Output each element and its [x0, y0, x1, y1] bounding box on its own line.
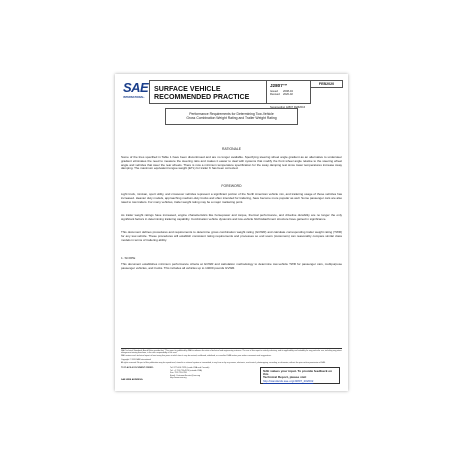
order-label: TO PLACE A DOCUMENT ORDER: — [121, 367, 154, 369]
standard-number-box — [267, 80, 311, 104]
feedback-box — [260, 367, 340, 384]
footer-disclaimer: SAE Technical Standards Board Rules provide that: "This report is published by SAE to advance the state of technical and engineering sciences. The use of this report is entirely voluntary, and its applicability and suitability for any particular use, including any patent infringement arising therefrom, is the sole responsibility of the user." — [121, 349, 342, 354]
feedback-link[interactable]: http://standards.sae.org/J2807_202002 — [263, 378, 314, 383]
foreword-paragraph-2: As trailer weight ratings have increased, engine characteristics like horsepower and torque, thermal performance, and driveline durability are no longer the only significant factors in determining trailering capability. Combination vehicle dynamics and tow-vehicle hitch/attachment structure have gained in significance. — [121, 213, 342, 221]
fax-number: Fax: 724-776-0790 — [170, 372, 187, 374]
web-address-label: SAE WEB ADDRESS: — [121, 379, 144, 381]
sae-logo-subtext: INTERNATIONAL. — [123, 96, 145, 99]
document-header — [121, 80, 343, 109]
issued-label: Issued — [270, 90, 278, 93]
document-type: SURFACE VEHICLE RECOMMENDED PRACTICE — [149, 80, 267, 104]
web-address[interactable]: http://www.sae.org — [170, 377, 187, 379]
foreword-heading: FOREWORD — [221, 184, 242, 188]
issued-date: 2008-04 — [283, 90, 293, 93]
scope-heading: 1. SCOPE — [121, 256, 136, 260]
standard-number: J2807™ — [270, 83, 288, 88]
title-line-2: Gross Combination Weight Rating and Trailer Weight Rating — [186, 115, 277, 120]
phone-usa: Tel: 877-606-7323 (inside USA and Canada) — [170, 367, 210, 369]
feedback-line-1: SAE values your input. To provide feedback on this — [263, 368, 333, 376]
footer-copyright: Copyright © 2020 SAE International — [121, 358, 151, 361]
rationale-text: Some of the tires specified in Table 1 have been discontinued and are no longer available. Specifying steering wheel angle gradient as an alternative to understeer gradient eliminates the need to measure the steering ratio and makes it easier to deal with systems that modify the front wheel angle relative to the steering wheel angle and vehicles that steer the rear wheels. There is now a minimum temperature specification for the sway damping test since lower temperatures increase sway damping. The maximum equivalent tongue weight (ETL) for trailer K has been corrected. — [121, 155, 342, 171]
revision-month: FEB2020 — [311, 80, 343, 88]
revised-label: Revised — [270, 93, 280, 97]
order-contacts — [170, 367, 209, 380]
email-address[interactable]: Email: CustomerService@sae.org — [170, 374, 201, 377]
footer-review-note: SAE reviews each technical report at least every five years at which time it may be revised, reaffirmed, stabilized, or cancelled. SAE invites your written comments and suggestions. — [121, 355, 272, 357]
revised-date: 2020-02 — [283, 93, 293, 97]
rationale-heading: RATIONALE — [222, 147, 241, 151]
footer-rights: All rights reserved. No part of this publication may be reproduced, stored in a retrieval system or transmitted, in any form or by any means, electronic, mechanical, photocopying, recording, or otherwise, without the prior written permission of SAE. — [121, 361, 326, 364]
superseding-note: Superseding J2807 FEB2016 — [270, 105, 306, 109]
foreword-paragraph-3: This document defines procedures and requirements to determine gross combination weight rating (GCWR) and calculate corresponding trailer weight rating (TWR) for any tow-vehicle. These procedures will establish consistent rating requirements and processes so end users (customers) can reasonably compare similar class models in terms of trailering ability. — [121, 230, 342, 242]
sae-logo — [121, 81, 147, 102]
foreword-paragraph-1: Light truck, minivan, sport utility, and crossover vehicles represent a significant portion of the North American vehicle mix, and trailering usage of those vehicles has increased. Heavier duty models, approaching medium-duty trucks and often intended for trailering, have become more popular as well. Some passenger cars are also rated to tow trailers. For many vehicles, trailer weight rating may be a major marketing point. — [121, 192, 342, 204]
document-title — [165, 108, 298, 125]
sae-logo-mark: SAE — [123, 80, 149, 95]
issue-dates — [270, 90, 310, 96]
document-page — [115, 74, 348, 391]
scope-text: This document establishes minimum performance criteria at GCWR and calculation methodology to determine tow-vehicle TWR for passenger cars, multipurpose passenger vehicles, and trucks. This includes all vehicles up to 14000 pounds GVWR. — [121, 262, 342, 270]
feedback-line-2: Technical Report, please visit — [263, 375, 307, 380]
phone-intl: Tel: +1 724-776-4970 (outside USA) — [170, 369, 202, 372]
title-line-1: Performance Requirements for Determining Tow-Vehicle — [189, 111, 274, 116]
